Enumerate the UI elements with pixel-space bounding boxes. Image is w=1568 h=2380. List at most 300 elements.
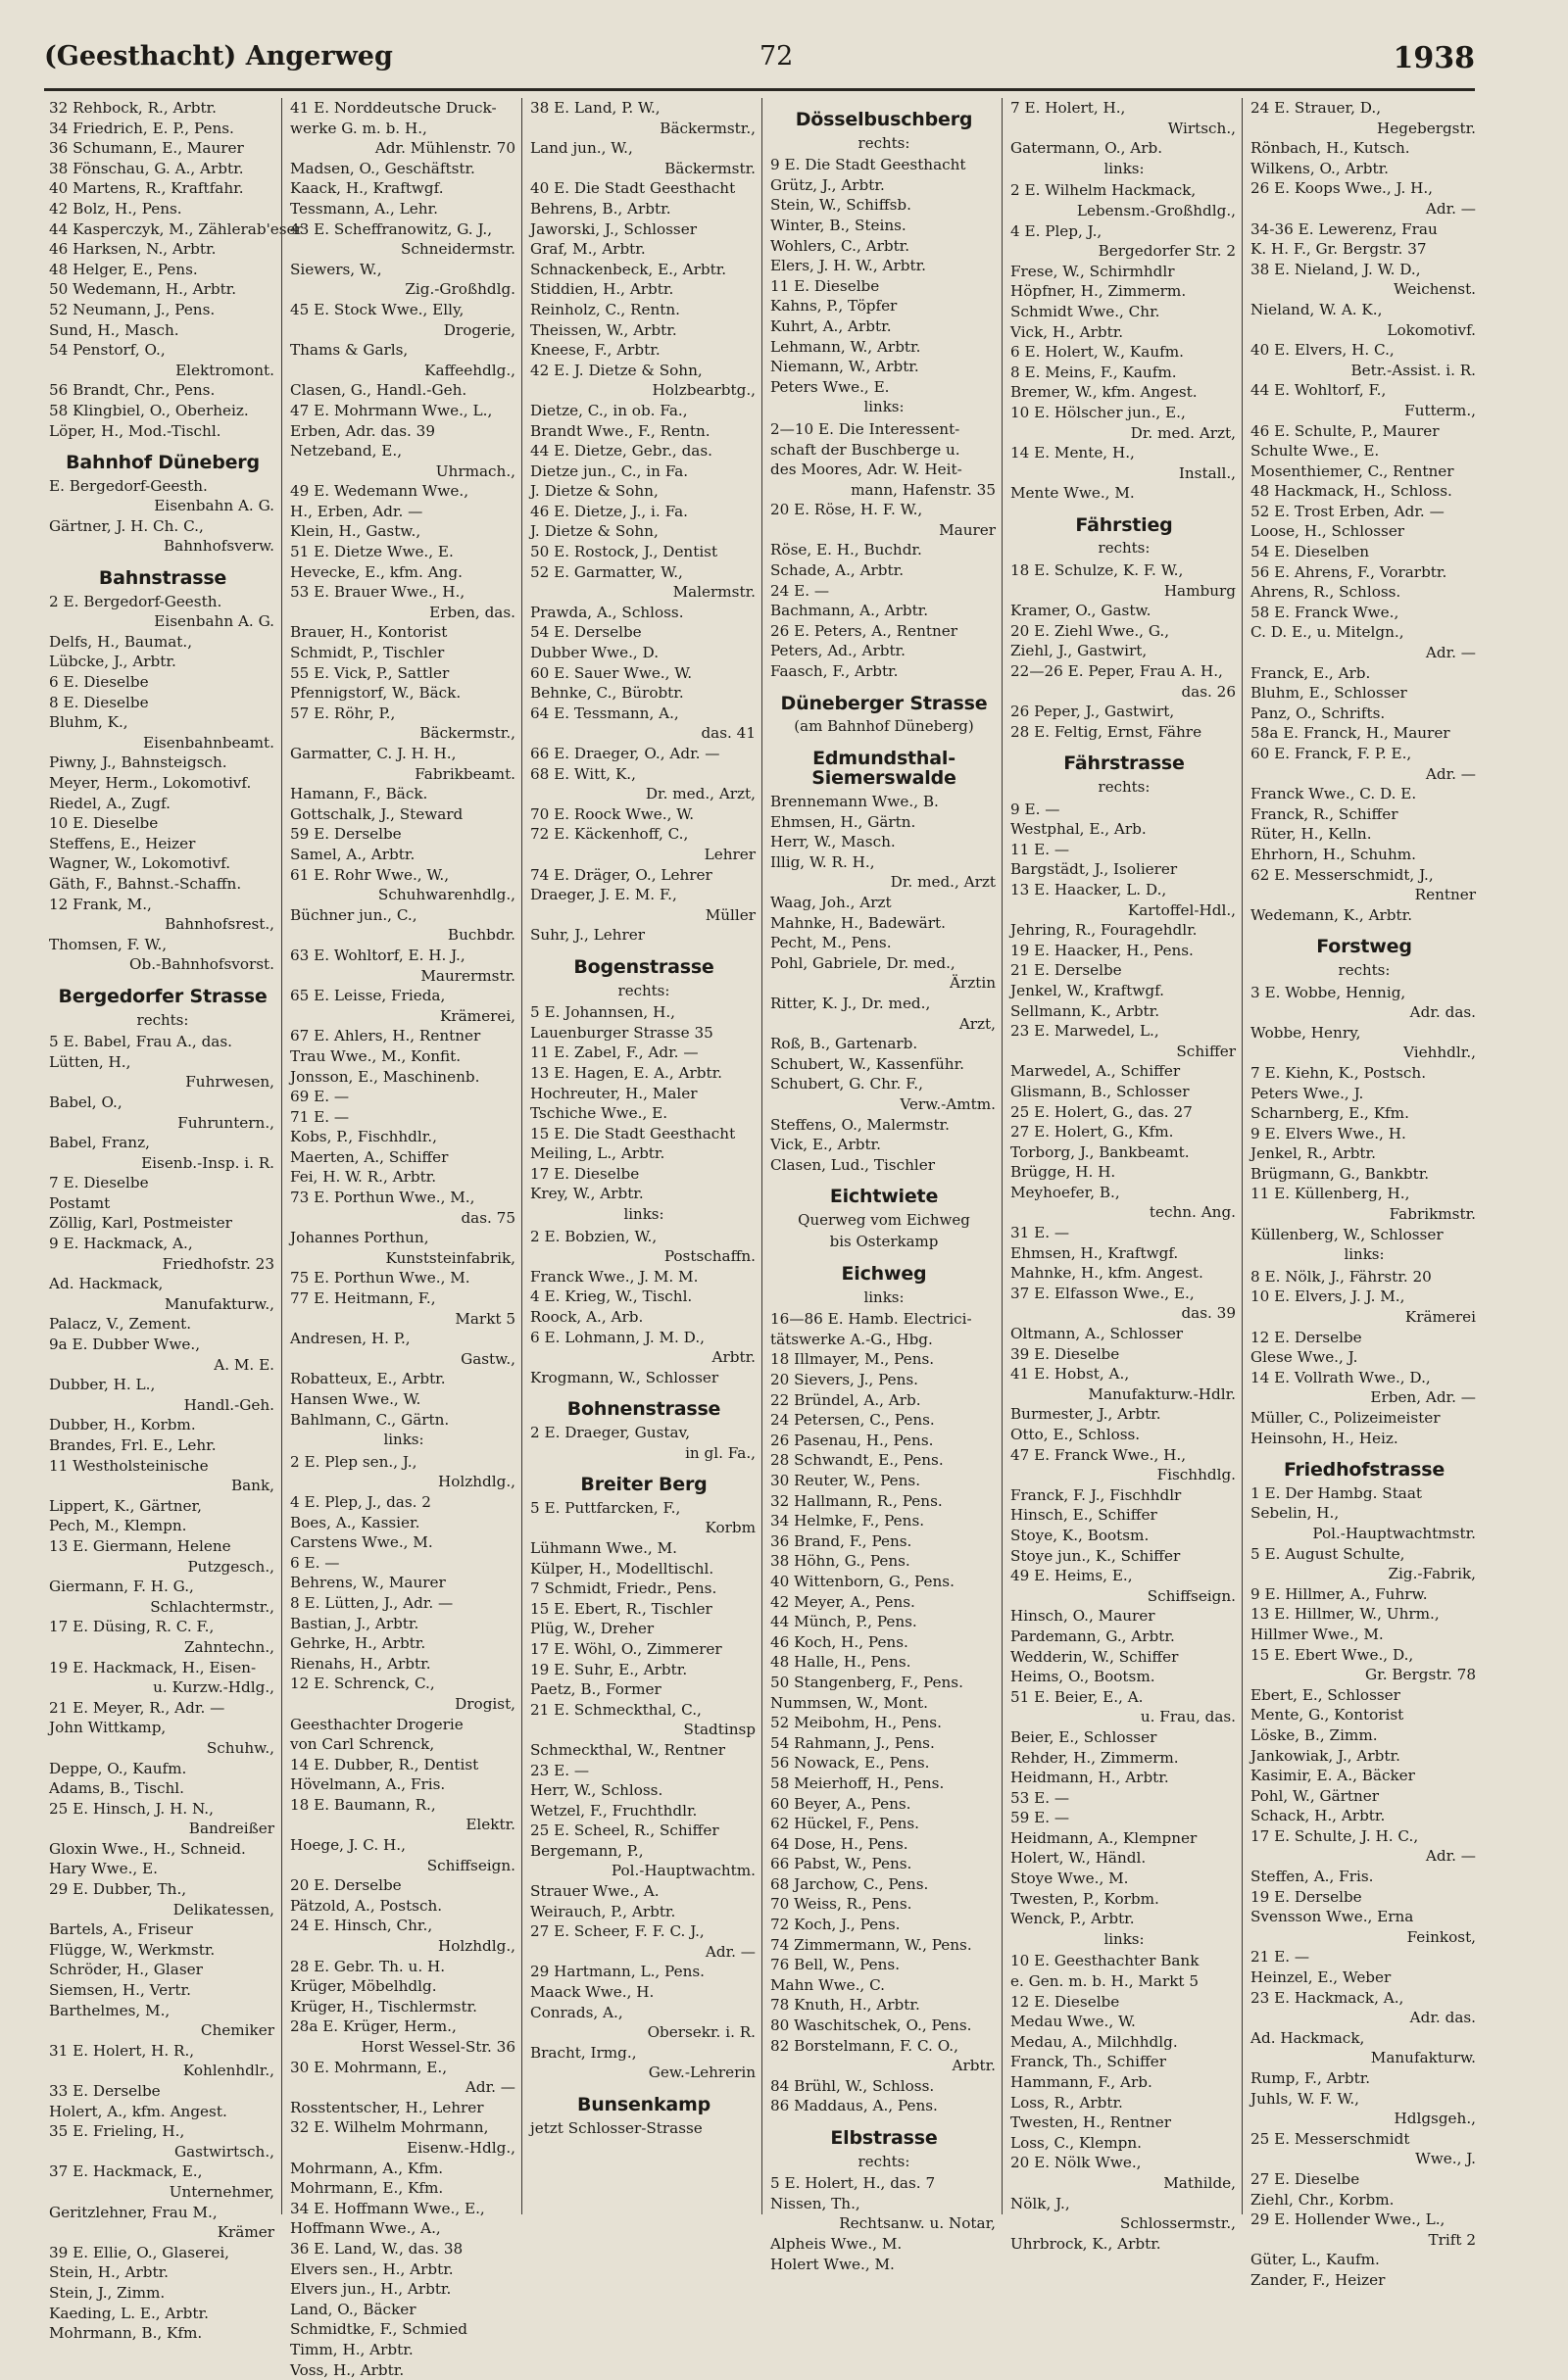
column-1 [41,98,281,2214]
entry-continuation: Eisenw.-Hdlg., [290,2138,517,2159]
entry-continuation: Adr. Mühlenstr. 70 [290,138,517,159]
directory-entry: 40 E. Elvers, H. C., [1250,340,1478,361]
directory-entry: Meyer, Herm., Lokomotivf. [49,773,276,794]
directory-entry: Andresen, H. P., [290,1329,517,1349]
entry-continuation: Mathilde, [1010,2173,1238,2194]
entry-continuation: Schuhw., [49,1738,276,1759]
directory-entry: Hochreuter, H., Maler [530,1084,758,1104]
section-subtitle: links: [770,1287,998,1308]
running-head: (Geesthacht) Angerweg [44,41,393,72]
directory-entry: 23 E. Hackmack, A., [1250,1988,1478,2009]
directory-entry: 5 E. Johannsen, H., [530,1002,758,1023]
directory-entry: Siewers, W., [290,260,517,280]
directory-entry: 5 E. Babel, Frau A., das. [49,1032,276,1052]
entry-continuation: Elektromont. [49,361,276,381]
directory-entry: Hövelmann, A., Fris. [290,1774,517,1795]
directory-entry: Schmidt Wwe., Chr. [1010,302,1238,322]
directory-entry: Mente, G., Kontorist [1250,1705,1478,1725]
directory-entry: 9 E. — [1010,800,1238,820]
directory-entry: Heinzel, E., Weber [1250,1967,1478,1988]
entry-continuation: Schiffer [1010,1042,1238,1062]
entry-continuation: Holzhdlg., [290,1936,517,1957]
directory-entry: Maerten, A., Schiffer [290,1147,517,1168]
entry-continuation: Bahnhofsverw. [49,536,276,557]
directory-entry: Herr, W., Schloss. [530,1780,758,1801]
section-subtitle: rechts: [49,1010,276,1031]
directory-entry: 58 Meierhoff, H., Pens. [770,1773,998,1794]
directory-entry: Erben, Adr. das. 39 [290,421,517,442]
directory-entry: Beier, E., Schlosser [1010,1727,1238,1748]
directory-entry: 19 E. Suhr, E., Arbtr. [530,1660,758,1680]
directory-entry: Siemsen, H., Vertr. [49,1980,276,2001]
directory-entry: Bachmann, A., Arbtr. [770,601,998,621]
directory-entry: Twesten, P., Korbm. [1010,1889,1238,1910]
directory-entry: 11 E. — [1010,840,1238,860]
directory-entry: Stein, J., Zimm. [49,2283,276,2304]
directory-entry: 86 Maddaus, A., Pens. [770,2096,998,2116]
directory-entry: Küllenberg, W., Schlosser [1250,1225,1478,1245]
directory-entry: 52 Meibohm, H., Pens. [770,1713,998,1733]
entry-continuation: Kunststeinfabrik, [290,1248,517,1269]
entry-continuation: Adr. — [1250,643,1478,663]
directory-entry: Jenkel, R., Arbtr. [1250,1143,1478,1164]
directory-entry: 54 Rahmann, J., Pens. [770,1733,998,1754]
directory-entry: 20 E. Nölk Wwe., [1010,2153,1238,2173]
directory-entry: Schmeckthal, W., Rentner [530,1740,758,1761]
directory-entry: schaft der Buschberge u. [770,440,998,461]
directory-entry: Mohrmann, B., Kfm. [49,2323,276,2344]
directory-entry: Holert, W., Händl. [1010,1848,1238,1869]
column-5 [1002,98,1243,2214]
directory-entry: Brandt Wwe., F., Rentn. [530,421,758,442]
directory-entry: Brandes, Frl. E., Lehr. [49,1435,276,1456]
directory-entry: Winter, B., Steins. [770,216,998,236]
street-heading: Dösselbuschberg [770,110,998,130]
directory-entry: 6 E. Dieselbe [49,672,276,693]
directory-entry: 42 Meyer, A., Pens. [770,1592,998,1613]
directory-entry: 18 E. Schulze, K. F. W., [1010,560,1238,581]
entry-continuation: Malermstr. [530,582,758,603]
entry-continuation: Markt 5 [290,1309,517,1330]
directory-entry: 62 E. Messerschmidt, J., [1250,865,1478,886]
entry-continuation: techn. Ang. [1010,1202,1238,1223]
directory-entry: 60 Beyer, A., Pens. [770,1794,998,1815]
directory-entry: Bastian, J., Arbtr. [290,1614,517,1634]
directory-entry: 26 Peper, J., Gastwirt, [1010,702,1238,722]
directory-entry: Klein, H., Gastw., [290,521,517,542]
directory-entry: Schack, H., Arbtr. [1250,1806,1478,1826]
directory-entry: Krüger, Möbelhdlg. [290,1976,517,1997]
directory-entry: Samel, A., Arbtr. [290,845,517,865]
directory-entry: Ziehl, Chr., Korbm. [1250,2190,1478,2210]
directory-entry: 22 Bründel, A., Arb. [770,1390,998,1411]
directory-entry: Mahn Wwe., C. [770,1975,998,1996]
directory-entry: Nummsen, W., Mont. [770,1693,998,1714]
directory-entry: 27 E. Scheer, F. F. C. J., [530,1921,758,1942]
directory-entry: 60 E. Sauer Wwe., W. [530,663,758,684]
directory-entry: Geritzlehner, Frau M., [49,2203,276,2223]
directory-entry: 53 E. — [1010,1788,1238,1809]
entry-continuation: Fischhdlg. [1010,1465,1238,1485]
street-heading: Edmundsthal-Siemerswalde [770,749,998,789]
directory-entry: 14 E. Mente, H., [1010,443,1238,463]
directory-entry: Medau Wwe., W. [1010,2012,1238,2032]
entry-continuation: Eisenbahn A. G. [49,496,276,516]
directory-entry: 28 Schwandt, E., Pens. [770,1450,998,1471]
column-6 [1242,98,1483,2214]
entry-continuation: Feinkost, [1250,1927,1478,1948]
directory-entry: 56 E. Ahrens, F., Vorarbtr. [1250,562,1478,583]
directory-entry: Bluhm, E., Schlosser [1250,683,1478,704]
directory-entry: 17 E. Dieselbe [530,1164,758,1185]
directory-entry: 32 Hallmann, R., Pens. [770,1491,998,1512]
directory-entry: 59 E. Derselbe [290,824,517,845]
directory-entry: Strauer Wwe., A. [530,1881,758,1902]
entry-continuation: das. 26 [1010,682,1238,703]
section-subtitle: Querweg vom Eichweg [770,1210,998,1231]
directory-entry: Peters Wwe., J. [1250,1084,1478,1104]
directory-entry: Waag, Joh., Arzt [770,893,998,913]
entry-continuation: Wirtsch., [1010,119,1238,139]
directory-entry: Westphal, E., Arb. [1010,819,1238,840]
directory-entry: Lübcke, J., Arbtr. [49,652,276,672]
directory-entry: 2 E. Bobzien, W., [530,1227,758,1247]
entry-continuation: Schuhwarenhdlg., [290,885,517,905]
entry-continuation: Adr. das. [1250,2008,1478,2028]
directory-entry: Wilkens, O., Arbtr. [1250,159,1478,179]
directory-entry: 4 E. Plep, J., [1010,221,1238,242]
directory-entry: Peters Wwe., E. [770,377,998,398]
directory-entry: Jaworski, J., Schlosser [530,219,758,240]
entry-continuation: Krämerei [1250,1307,1478,1328]
directory-entry: 26 Pasenau, H., Pens. [770,1431,998,1451]
directory-entry: 70 Weiss, R., Pens. [770,1894,998,1915]
directory-entry: Bergemann, P., [530,1841,758,1862]
directory-entry: Hinsch, E., Schiffer [1010,1505,1238,1526]
entry-continuation: Chemiker [49,2020,276,2041]
entry-continuation: Adr. — [1250,1846,1478,1867]
directory-entry: Brügmann, G., Bankbtr. [1250,1164,1478,1185]
directory-entry: Bluhm, K., [49,712,276,733]
directory-entry: Behrens, W., Maurer [290,1573,517,1593]
directory-entry: Pohl, W., Gärtner [1250,1786,1478,1807]
directory-entry: Dietze, C., in ob. Fa., [530,401,758,421]
directory-entry: Rump, F., Arbtr. [1250,2068,1478,2089]
directory-entry: 6 E. Lohmann, J. M. D., [530,1328,758,1348]
directory-entry: 48 Halle, H., Pens. [770,1652,998,1673]
directory-entry: Schulte Wwe., E. [1250,441,1478,461]
directory-entry: Meyhoefer, B., [1010,1183,1238,1203]
directory-entry: 27 E. Holert, G., Kfm. [1010,1122,1238,1142]
directory-entry: 30 Reuter, W., Pens. [770,1471,998,1491]
directory-entry: 52 E. Trost Erben, Adr. — [1250,502,1478,522]
directory-entry: 36 Schumann, E., Maurer [49,138,276,159]
directory-entry: Rüter, H., Kelln. [1250,824,1478,845]
street-heading: Bahnhof Düneberg [49,453,276,473]
entry-continuation: Arzt, [770,1014,998,1035]
directory-entry: Pohl, Gabriele, Dr. med., [770,953,998,974]
directory-entry: Lühmann Wwe., M. [530,1538,758,1559]
directory-entry: 24 E. Strauer, D., [1250,98,1478,119]
directory-entry: 2 E. Bergedorf-Geesth. [49,592,276,612]
directory-entry: Büchner jun., C., [290,905,517,926]
directory-entry: 7 E. Holert, H., [1010,98,1238,119]
directory-entry: 21 E. Schmeckthal, C., [530,1700,758,1721]
directory-entry: 72 Koch, J., Pens. [770,1915,998,1935]
directory-entry: 2 E. Wilhelm Hackmack, [1010,180,1238,201]
directory-entry: Burmester, J., Arbtr. [1010,1404,1238,1425]
directory-entry: Schröder, H., Glaser [49,1960,276,1980]
directory-entry: J. Dietze & Sohn, [530,481,758,502]
directory-entry: Frese, W., Schirmhdlr [1010,262,1238,282]
directory-entry: 44 Kasperczyk, M., Zählerab'eser [49,219,276,240]
directory-entry: Nissen, Th., [770,2194,998,2214]
directory-entry: Scharnberg, E., Kfm. [1250,1103,1478,1124]
directory-entry: Loss, R., Arbtr. [1010,2093,1238,2113]
directory-entry: Ebert, E., Schlosser [1250,1685,1478,1706]
directory-entry: 11 E. Dieselbe [770,276,998,297]
entry-continuation: Elektr. [290,1815,517,1835]
directory-entry: Behrens, B., Arbtr. [530,199,758,219]
directory-entry: Gatermann, O., Arb. [1010,138,1238,159]
street-heading: Eichtwiete [770,1187,998,1207]
directory-entry: 37 E. Hackmack, E., [49,2161,276,2182]
entry-continuation: Arbtr. [530,1347,758,1368]
entry-continuation: Bank, [49,1476,276,1496]
directory-entry: 40 Martens, R., Kraftfahr. [49,178,276,199]
directory-entry: Röse, E. H., Buchdr. [770,540,998,560]
entry-continuation: Uhrmach., [290,461,517,482]
entry-continuation: Adr. — [1250,764,1478,785]
directory-entry: 12 E. Schrenck, C., [290,1674,517,1694]
directory-entry: Holert Wwe., M. [770,2255,998,2275]
directory-entry: Ehmsen, H., Kraftwgf. [1010,1243,1238,1264]
section-subtitle: links: [1250,1244,1478,1265]
street-heading: Bergedorfer Strasse [49,987,276,1007]
directory-entry: Bracht, Irmg., [530,2043,758,2064]
directory-entry: 41 E. Hobst, A., [1010,1364,1238,1384]
directory-entry: 8 E. Nölk, J., Fährstr. 20 [1250,1267,1478,1287]
directory-entry: 2—10 E. Die Interessent- [770,419,998,440]
directory-entry: Franck Wwe., J. M. M. [530,1267,758,1287]
directory-entry: 20 E. Ziehl Wwe., G., [1010,621,1238,642]
entry-continuation: Adr. das. [1250,1002,1478,1023]
directory-entry: 12 E. Dieselbe [1010,1992,1238,2013]
directory-entry: J. Dietze & Sohn, [530,521,758,542]
directory-entry: jetzt Schlosser-Strasse [530,2118,758,2139]
directory-entry: Mohrmann, A., Kfm. [290,2159,517,2179]
directory-entry: 75 E. Porthun Wwe., M. [290,1268,517,1288]
entry-continuation: Install., [1010,463,1238,484]
directory-entry: Herr, W., Masch. [770,832,998,852]
directory-entry: 80 Waschitschek, O., Pens. [770,2016,998,2036]
directory-entry: Schubert, W., Kassenführ. [770,1054,998,1075]
directory-entry: Thams & Garls, [290,340,517,361]
section-subtitle: (am Bahnhof Düneberg) [770,716,998,737]
entry-continuation: Dr. med. Arzt, [1010,423,1238,444]
directory-entry: Peters, Ad., Arbtr. [770,641,998,661]
directory-entry: Pech, M., Klempn. [49,1516,276,1536]
directory-entry: 62 Hückel, F., Pens. [770,1814,998,1834]
directory-entry: Ad. Hackmack, [1250,2028,1478,2049]
directory-entry: 31 E. Holert, H. R., [49,2041,276,2062]
directory-entry: 68 E. Witt, K., [530,764,758,785]
directory-entry: 25 E. Hinsch, J. H. N., [49,1799,276,1820]
entry-continuation: Dr. med., Arzt [770,872,998,893]
directory-entry: 9 E. Hackmack, A., [49,1234,276,1254]
directory-entry: 53 E. Brauer Wwe., H., [290,582,517,603]
entry-continuation: Viehhdlr., [1250,1043,1478,1063]
section-subtitle: rechts: [1250,960,1478,981]
directory-entry: Franck Wwe., C. D. E. [1250,784,1478,804]
directory-entry: 50 E. Rostock, J., Dentist [530,542,758,562]
directory-entry: 19 E. Haacker, H., Pens. [1010,941,1238,961]
directory-entry: H., Erben, Adr. — [290,502,517,522]
directory-entry: 49 E. Wedemann Wwe., [290,481,517,502]
directory-entry: 78 Knuth, H., Arbtr. [770,1995,998,2016]
directory-entry: Steffens, O., Malermstr. [770,1115,998,1136]
directory-entry: Mente Wwe., M. [1010,483,1238,504]
directory-entry: Bartels, A., Friseur [49,1919,276,1940]
entry-continuation: Bäckermstr., [530,119,758,139]
directory-entry: 9 E. Hillmer, A., Fuhrw. [1250,1584,1478,1605]
directory-entry: 13 E. Giermann, Helene [49,1536,276,1557]
directory-entry: Steffens, E., Heizer [49,834,276,854]
directory-entry: Kahns, P., Töpfer [770,296,998,316]
directory-entry: Brügge, H. H. [1010,1162,1238,1183]
directory-entry: Sellmann, K., Arbtr. [1010,1001,1238,1022]
directory-entry: 24 Petersen, C., Pens. [770,1410,998,1431]
directory-entry: Kneese, F., Arbtr. [530,340,758,361]
directory-entry: 51 E. Dietze Wwe., E. [290,542,517,562]
directory-entry: Fei, H. W. R., Arbtr. [290,1167,517,1188]
directory-entry: 27 E. Dieselbe [1250,2169,1478,2190]
directory-entry: 42 E. J. Dietze & Sohn, [530,361,758,381]
directory-entry: Ahrens, R., Schloss. [1250,582,1478,603]
page-header [44,41,1475,84]
directory-entry: 19 E. Derselbe [1250,1887,1478,1908]
directory-entry: 35 E. Frieling, H., [49,2121,276,2142]
page-number: 72 [760,41,793,72]
directory-entry: 7 Schmidt, Friedr., Pens. [530,1579,758,1599]
directory-entry: Kramer, O., Gastw. [1010,601,1238,621]
directory-entry: 66 Pabst, W., Pens. [770,1854,998,1874]
entry-continuation: Gr. Bergstr. 78 [1250,1665,1478,1685]
directory-entry: Stein, H., Arbtr. [49,2262,276,2283]
entry-continuation: das. 41 [530,723,758,744]
entry-continuation: Lokomotivf. [1250,320,1478,341]
directory-entry: 10 E. Geesthachter Bank [1010,1951,1238,1971]
directory-entry: Piwny, J., Bahnsteigsch. [49,753,276,773]
directory-entry: 40 E. Die Stadt Geesthacht [530,178,758,199]
directory-entry: 54 Penstorf, O., [49,340,276,361]
entry-continuation: Drogerie, [290,320,517,341]
section-subtitle: links: [1010,159,1238,179]
directory-entry: Löper, H., Mod.-Tischl. [49,421,276,442]
directory-entry: Wagner, W., Lokomotivf. [49,853,276,874]
directory-entry: Land, O., Bäcker [290,2300,517,2320]
entry-continuation: Kaffeehdlg., [290,361,517,381]
directory-entry: 45 E. Stock Wwe., Elly, [290,300,517,320]
directory-entry: Delfs, H., Baumat., [49,632,276,653]
directory-entry: 64 E. Tessmann, A., [530,704,758,724]
directory-entry: Ehrhorn, H., Schuhm. [1250,845,1478,865]
directory-entry: 10 E. Dieselbe [49,813,276,834]
directory-entry: Medau, A., Milchhdlg. [1010,2032,1238,2053]
entry-continuation: Maurermstr. [290,966,517,987]
directory-entry: Pecht, M., Pens. [770,933,998,953]
entry-continuation: Schiffseign. [1010,1586,1238,1607]
directory-entry: 13 E. Haacker, L. D., [1010,880,1238,900]
directory-entry: 34 Friedrich, E. P., Pens. [49,119,276,139]
entry-continuation: Maurer [770,520,998,541]
directory-entry: Trau Wwe., M., Konfit. [290,1046,517,1067]
directory-entry: 48 Helger, E., Pens. [49,260,276,280]
directory-entry: Prawda, A., Schloss. [530,603,758,623]
directory-entry: 52 Neumann, J., Pens. [49,300,276,320]
directory-entry: 38 Fönschau, G. A., Arbtr. [49,159,276,179]
directory-entry: 44 E. Dietze, Gebr., das. [530,441,758,461]
directory-entry: Stoye, K., Bootsm. [1010,1526,1238,1546]
directory-entry: Tessmann, A., Lehr. [290,199,517,219]
entry-continuation: Adr. — [1250,199,1478,219]
directory-entry: Elvers jun., H., Arbtr. [290,2279,517,2300]
entry-continuation: Wwe., J. [1250,2149,1478,2169]
directory-entry: Jehring, R., Fouragehdlr. [1010,920,1238,941]
entry-continuation: Handl.-Geh. [49,1395,276,1416]
section-subtitle: rechts: [770,2152,998,2172]
column-3 [521,98,762,2214]
directory-entry: Netzeband, E., [290,441,517,461]
directory-entry: Alpheis Wwe., M. [770,2234,998,2255]
directory-entry: 38 Höhn, G., Pens. [770,1551,998,1572]
directory-entry: 26 E. Koops Wwe., J. H., [1250,178,1478,199]
street-heading: Fährstrasse [1010,753,1238,774]
directory-entry: Marwedel, A., Schiffer [1010,1061,1238,1082]
directory-entry: 4 E. Plep, J., das. 2 [290,1492,517,1513]
directory-entry: Heims, O., Bootsm. [1010,1667,1238,1687]
directory-entry: 55 E. Vick, P., Sattler [290,663,517,684]
directory-entry: Müller, C., Polizeimeister [1250,1408,1478,1429]
directory-entry: 12 E. Derselbe [1250,1328,1478,1348]
directory-entry: Twesten, H., Rentner [1010,2113,1238,2133]
directory-entry: Wedderin, W., Schiffer [1010,1647,1238,1668]
directory-entry: Gehrke, H., Arbtr. [290,1633,517,1654]
entry-continuation: Holzhdlg., [290,1472,517,1492]
directory-entry: Geesthachter Drogerie [290,1715,517,1735]
directory-entry: Glese Wwe., J. [1250,1347,1478,1368]
entry-continuation: Unternehmer, [49,2182,276,2203]
directory-entry: Garmatter, C. J. H. H., [290,744,517,764]
entry-continuation: Friedhofstr. 23 [49,1254,276,1275]
directory-entry: Gärtner, J. H. Ch. C., [49,516,276,537]
entry-continuation: u. Frau, das. [1010,1707,1238,1727]
directory-entry: 8 E. Meins, F., Kaufm. [1010,363,1238,383]
directory-entry: Mohrmann, E., Kfm. [290,2178,517,2199]
directory-entry: 31 E. — [1010,1223,1238,1243]
entry-continuation: Betr.-Assist. i. R. [1250,361,1478,381]
directory-entry: Tschiche Wwe., E. [530,1103,758,1124]
directory-entry: 69 E. — [290,1087,517,1107]
directory-entry: 60 E. Franck, F. P. E., [1250,744,1478,764]
directory-entry: Adams, B., Tischl. [49,1778,276,1799]
directory-entry: 34-36 E. Lewerenz, Frau [1250,219,1478,240]
directory-entry: 44 E. Wohltorf, F., [1250,380,1478,401]
directory-entry: 68 Jarchow, C., Pens. [770,1874,998,1895]
directory-entry: Pfennigstorf, W., Bäck. [290,683,517,704]
directory-entry: Elvers sen., H., Arbtr. [290,2259,517,2280]
directory-entry: Riedel, A., Zugf. [49,794,276,814]
